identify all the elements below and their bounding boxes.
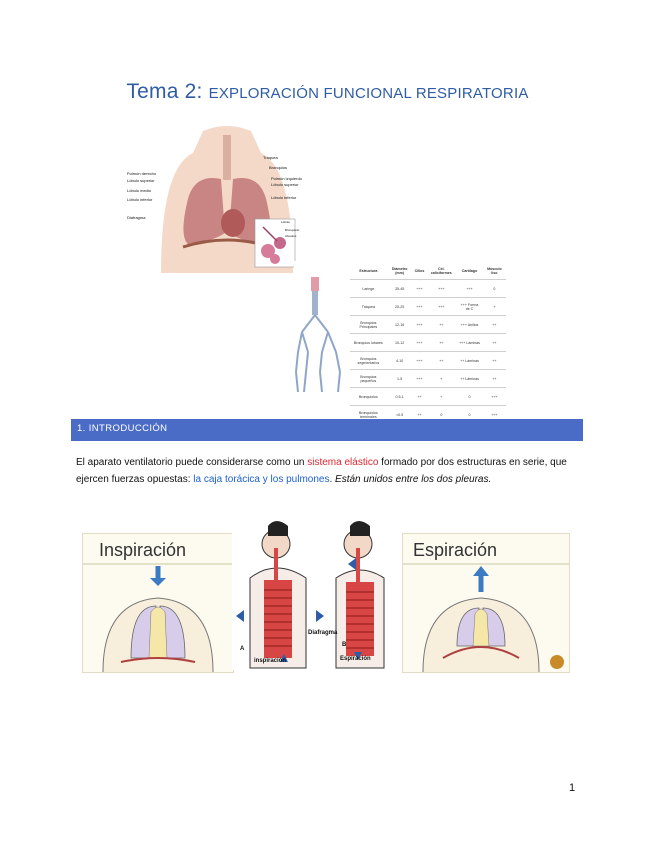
inspiration-title: Inspiración (99, 540, 187, 560)
airway-table-row (350, 388, 506, 406)
label-inset-bronchiole: Bronquiolo (285, 228, 300, 232)
airway-table-cell: 20-25 (387, 298, 413, 316)
airway-table-cell: Bronquiolos (350, 388, 387, 406)
section-header-introduccion (71, 419, 583, 441)
intro-text-1: El aparato ventilatorio puede considerarse como un (76, 457, 308, 468)
page-title (0, 80, 655, 104)
airway-table-cell: ++ (483, 316, 506, 334)
label-left-lung: Pulmón izquierdo (271, 176, 302, 181)
airway-table-row (350, 334, 506, 352)
airway-table-cell: + (426, 388, 456, 406)
airway-table-cell: ++ (413, 406, 427, 424)
intro-highlight-blue: la caja torácica y los pulmones (193, 474, 330, 485)
intro-highlight-red: sistema elástico (307, 457, 379, 468)
airway-table-header: Cél. caliciformes (426, 263, 456, 280)
airway-tree-figure (294, 261, 507, 419)
airway-table-cell: 0.5-1 (387, 388, 413, 406)
airway-table-cell: ++ (483, 334, 506, 352)
label-diafragma: Diafragma (308, 630, 338, 636)
airway-table-cell: +++ (413, 280, 427, 298)
airway-table-cell: +++ (413, 334, 427, 352)
airway-table-cell: 0 (456, 406, 482, 424)
label-bronchi: Bronquios (269, 165, 288, 170)
section-label: 1. INTRODUCCIÓN (77, 423, 168, 434)
airway-table-cell: Bronquios Principales (350, 316, 387, 334)
airway-table-row (350, 352, 506, 370)
airway-table-cell: 12-16 (387, 316, 413, 334)
airway-table-cell: 35-45 (387, 280, 413, 298)
label-diaphragm: Diafragma (127, 215, 146, 220)
airway-table-cell: + (483, 298, 506, 316)
airway-table-cell: +++ (483, 406, 506, 424)
label-lower-lobe-right: Lóbulo inferior (127, 197, 153, 202)
airway-table (350, 263, 506, 424)
airway-table-header: Cartílago (456, 263, 482, 280)
airway-table-row (350, 298, 506, 316)
airway-table-cell: +++ (413, 352, 427, 370)
airway-table-header-row (350, 263, 506, 280)
airway-table-cell: 1-5 (387, 370, 413, 388)
label-right-lung: Pulmón derecho (127, 171, 157, 176)
airway-table-cell: Laringe (350, 280, 387, 298)
airway-table-cell: +++ (483, 388, 506, 406)
airway-table-header: Estructura (350, 263, 387, 280)
airway-table-cell: 10-12 (387, 334, 413, 352)
label-inset-lobe: Lóbulo (281, 220, 291, 224)
label-a: A (240, 646, 245, 652)
airway-table-cell: +++ Forma de C (456, 298, 482, 316)
page-number: 1 (569, 782, 576, 794)
label-upper-lobe-left: Lóbulo superior (271, 182, 299, 187)
intro-text-2: formado por dos estructuras en serie, que ejercen fuerzas opuestas: (76, 457, 567, 485)
airway-table-cell: ++ (426, 352, 456, 370)
lung-anatomy-figure (127, 123, 311, 275)
airway-table-header: Músculo liso (483, 263, 506, 280)
title-rest: EXPLORACIÓN FUNCIONAL RESPIRATORIA (208, 85, 529, 102)
expiration-panel (402, 533, 570, 673)
airway-table-cell: +++ (413, 298, 427, 316)
airway-table-cell: Bronquios pequeños (350, 370, 387, 388)
label-upper-lobe-right: Lóbulo superior (127, 178, 155, 183)
airway-table-cell: 0 (483, 280, 506, 298)
airway-table-row (350, 316, 506, 334)
airway-table-cell: + (426, 370, 456, 388)
intro-text-3: . (329, 474, 336, 485)
label-espiracion: Espiración (340, 656, 371, 662)
airway-table-cell: ++ Láminas (456, 352, 482, 370)
airway-table-cell: ++ (413, 388, 427, 406)
airway-table-cell: Bronquiolos terminales (350, 406, 387, 424)
airway-table-cell: +++ (426, 280, 456, 298)
airway-table-cell: ++ (426, 334, 456, 352)
airway-table-cell: Bronquios segmentarios (350, 352, 387, 370)
airway-table-cell: +++ (413, 370, 427, 388)
label-middle-lobe: Lóbulo medio (127, 188, 152, 193)
label-inspiracion: inspiración (254, 658, 287, 664)
airway-table-cell: 0 (426, 406, 456, 424)
airway-table-cell: +++ (426, 298, 456, 316)
label-trachea: Tráquea (263, 155, 278, 160)
airway-table-row (350, 280, 506, 298)
airway-table-header: Diámetro (mm) (387, 263, 413, 280)
airway-table-cell: 0 (456, 388, 482, 406)
airway-table-cell: +++ Láminas (456, 334, 482, 352)
label-b: B (342, 642, 347, 648)
intro-italic: Están unidos entre los dos pleuras. (335, 474, 492, 485)
airway-table-header: Cilios (413, 263, 427, 280)
airway-table-cell: +++ (456, 280, 482, 298)
label-inset-alveoli: Alvéolos (285, 234, 297, 238)
airway-table-cell: Tráquea (350, 298, 387, 316)
airway-table-cell: Bronquios lobares (350, 334, 387, 352)
expiration-title: Espiración (413, 540, 498, 560)
airway-table-cell: <0.5 (387, 406, 413, 424)
airway-table-cell: +++ Anillos (456, 316, 482, 334)
airway-table-cell: ++ (426, 316, 456, 334)
airway-table-cell: 4-10 (387, 352, 413, 370)
airway-table-row (350, 370, 506, 388)
airway-table-cell: ++ (483, 370, 506, 388)
title-prefix: Tema 2: (126, 80, 203, 103)
airway-table-cell: ++ (483, 352, 506, 370)
airway-table-cell: ++ Láminas (456, 370, 482, 388)
intro-paragraph (76, 454, 586, 488)
inspiration-panel (82, 533, 234, 673)
airway-table-cell: +++ (413, 316, 427, 334)
label-lower-lobe-left: Lóbulo inferior (271, 195, 297, 200)
breathing-torsos-figure (232, 518, 398, 670)
